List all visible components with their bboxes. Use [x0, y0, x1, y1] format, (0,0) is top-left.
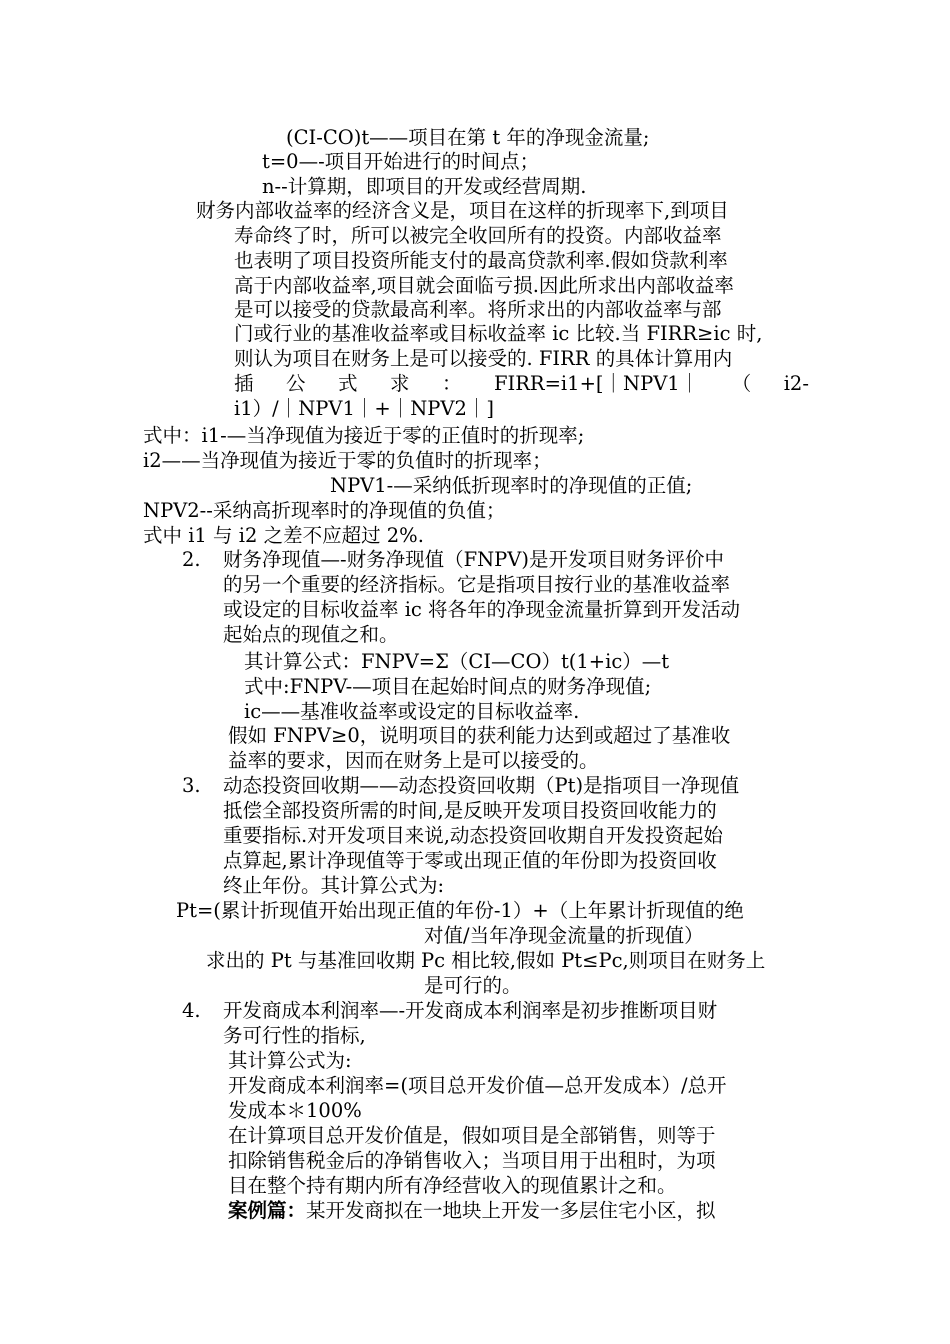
text-segment: ： [442, 372, 462, 395]
text-line: 动态投资回收期——动态投资回收期（Pt)是指项目一净现值 [223, 774, 740, 797]
case-line [228, 1199, 716, 1223]
text-line: 则认为项目在财务上是可以接受的. FIRR 的具体计算用内 [234, 347, 733, 370]
text-segment: 某开发商拟在一地块上开发一多层住宅小区，拟 [306, 1199, 716, 1222]
text-line: 是可行的。 [424, 974, 522, 997]
list-number: 2. [182, 548, 201, 571]
case-label: 案例篇： [228, 1199, 307, 1222]
text-line: 目在整个持有期内所有净经营收入的现值累计之和。 [228, 1174, 677, 1197]
text-line: 对值/当年净现金流量的折现值） [424, 924, 704, 947]
text-line: ic——基准收益率或设定的目标收益率. [244, 700, 580, 723]
text-line: 益率的要求，因而在财务上是可以接受的。 [228, 749, 599, 772]
text-line: 的另一个重要的经济指标。它是指项目按行业的基准收益率 [223, 573, 731, 596]
text-line: 寿命终了时，所可以被完全收回所有的投资。内部收益率 [234, 224, 722, 247]
text-line: 也表明了项目投资所能支付的最高贷款利率.假如贷款利率 [234, 249, 728, 272]
text-segment: （ [731, 372, 752, 395]
text-line: 假如 FNPV≥0，说明项目的获利能力达到或超过了基准收 [228, 724, 731, 747]
text-line: 求出的 Pt 与基准回收期 Pc 相比较,假如 Pt≤Pc,则项目在财务上 [206, 949, 766, 972]
text-line: 重要指标.对开发项目来说,动态投资回收期自开发投资起始 [223, 824, 723, 847]
text-segment: i2- [783, 372, 809, 395]
text-segment: 公 [286, 372, 306, 395]
text-line: 其计算公式：FNPV=Σ（CI—CO）t(1+ic）—t [244, 650, 670, 673]
text-line: NPV1-—采纳低折现率时的净现值的正值; [330, 474, 693, 497]
list-number: 4. [182, 999, 201, 1022]
text-segment: FIRR=i1+[｜NPV1｜ [494, 372, 700, 395]
text-line: 务可行性的指标, [223, 1024, 366, 1047]
text-line: i1）/｜NPV1｜+｜NPV2｜] [234, 397, 495, 420]
text-line: n--计算期，即项目的开发或经营周期. [262, 175, 587, 198]
text-line: Pt=(累计折现值开始出现正值的年份-1）+（上年累计折现值的绝 [176, 899, 744, 922]
text-line: 财务净现值—-财务净现值（FNPV)是开发项目财务评价中 [223, 548, 724, 571]
text-line: 抵偿全部投资所需的时间,是反映开发项目投资回收能力的 [223, 799, 717, 822]
text-line: 高于内部收益率,项目就会面临亏损.因此所求出内部收益率 [234, 274, 734, 297]
text-line: 或设定的目标收益率 ic 将各年的净现金流量折算到开发活动 [223, 598, 741, 621]
text-line: 开发商成本利润率—-开发商成本利润率是初步推断项目财 [223, 999, 718, 1022]
text-line: i2——当净现值为接近于零的负值时的折现率； [143, 449, 552, 472]
text-line: 起始点的现值之和。 [223, 623, 399, 646]
list-number: 3. [182, 774, 201, 797]
text-line: 式中:FNPV-—项目在起始时间点的财务净现值; [244, 675, 652, 698]
text-line: 终止年份。其计算公式为: [223, 874, 445, 897]
text-line: 点算起,累计净现值等于零或出现正值的年份即为投资回收 [223, 849, 717, 872]
text-segment: 式 [338, 372, 358, 395]
text-line: 扣除销售税金后的净销售收入；当项目用于出租时，为项 [228, 1149, 716, 1172]
text-line: t=0—-项目开始进行的时间点； [262, 150, 540, 173]
text-line: 式中：i1-—当净现值为接近于零的正值时的折现率; [143, 424, 585, 447]
text-segment: 求 [390, 372, 410, 395]
text-line: NPV2--采纳高折现率时的净现值的负值； [143, 499, 506, 522]
text-line: 是可以接受的贷款最高利率。将所求出的内部收益率与部 [234, 298, 722, 321]
text-line: 门或行业的基准收益率或目标收益率 ic 比较.当 FIRR≥ic 时, [234, 322, 763, 345]
text-line: 财务内部收益率的经济含义是，项目在这样的折现率下,到项目 [196, 199, 729, 222]
text-line: 式中 i1 与 i2 之差不应超过 2%. [143, 524, 424, 547]
firr-formula-line [234, 372, 809, 396]
text-line: 发成本＊100% [228, 1099, 362, 1122]
text-line: (CI-CO)t——项目在第 t 年的净现金流量; [286, 126, 650, 149]
text-line: 其计算公式为: [228, 1049, 352, 1072]
text-line: 开发商成本利润率=(项目总开发价值—总开发成本）/总开 [228, 1074, 727, 1097]
text-segment: 插 [234, 372, 254, 395]
text-line: 在计算项目总开发价值是，假如项目是全部销售，则等于 [228, 1124, 716, 1147]
